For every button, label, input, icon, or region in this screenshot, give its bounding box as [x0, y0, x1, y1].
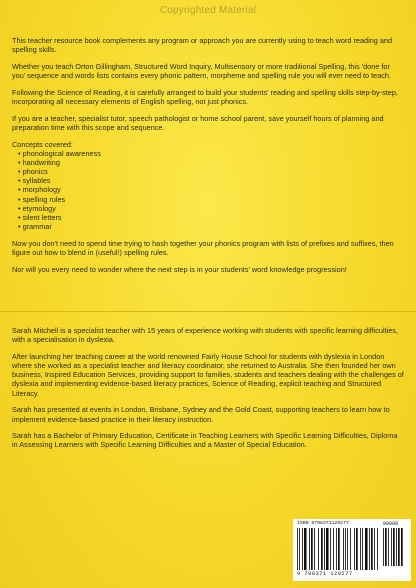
- section-divider: [0, 311, 416, 312]
- description-paragraph: Now you don't need to spend time trying to hash together your phonics program with lists of prefixes and suffixes, then figure out how to blend in (useful!) spelling rules.: [12, 238, 394, 258]
- concepts-heading: Concepts covered:: [12, 139, 73, 149]
- isbn-barcode: [293, 519, 411, 581]
- book-description: [12, 36, 404, 281]
- concepts-list: [12, 149, 404, 232]
- barcode-bars: [297, 528, 379, 570]
- bio-paragraph: Sarah has presented at events in London, Brisbane, Sydney and the Gold Coast, supporting teachers to learn how to implement evidence-based practice in their literacy instruction.: [12, 405, 390, 424]
- bio-paragraph: After launching her teaching career at the world renowned Fairly House School for students with dyslexia in London where she worked as a specialist teacher and literacy coordinator, she returned to Australia. She then founded her own business, Inspired Education Services, providing support to families, students and teachers dealing with the challenges of dyslexia and implementing evidence-based literacy practices, Science of Reading, explicit teaching and Structured Literacy.: [12, 351, 404, 398]
- concept-item: • spelling rules: [12, 195, 404, 204]
- concept-item: • grammar: [12, 222, 404, 231]
- description-paragraph: This teacher resource book complements any program or approach you are currently using to teach word reading and spelling skills.: [12, 36, 393, 55]
- concept-item: • silent letters: [12, 213, 404, 222]
- concept-item: • phonics: [12, 167, 404, 176]
- barcode-digits: 9 798371 129277: [297, 571, 353, 577]
- description-paragraph: Nor will you every need to wonder where the next step is in your students' word knowledge progression!: [12, 264, 347, 274]
- concept-item: • handwriting: [12, 158, 404, 167]
- concept-item: • morphology: [12, 185, 404, 194]
- watermark: Copyrighted Material: [159, 5, 257, 16]
- concept-item: • syllables: [12, 176, 404, 185]
- description-paragraph: If you are a teacher, specialist tutor, speech pathologist or home school parent, save yourself hours of planning and preparation time with this scope and sequence.: [12, 113, 384, 132]
- barcode-addon-number: 90000: [383, 521, 399, 527]
- isbn-label: ISBN 9798371129277: [297, 521, 349, 526]
- description-paragraph: Whether you teach Orton Gillingham, Structured Word Inquiry, Multisensory or more traditional Spelling, this 'done for you' sequence and words lists contains every phonic pattern, morpheme and spelling rule you will ever need to teach.: [12, 61, 392, 81]
- concept-item: • phonological awareness: [12, 149, 404, 158]
- barcode-addon-bars: [383, 528, 407, 570]
- bio-paragraph: Sarah has a Bachelor of Primary Education, Certificate in Teaching Learners with Specific Learning Difficulties, Diploma in Assessing Learners with Specific Learning Difficulties and a Master of Special Education.: [12, 431, 398, 450]
- author-bio: [12, 326, 404, 457]
- description-paragraph: Following the Science of Reading, it is carefully arranged to build your students' reading and spelling skills step-by-step, incorporating all necessary elements of English spelling, not just phonics.: [12, 87, 398, 106]
- bio-paragraph: Sarah Mitchell is a specialist teacher with 15 years of experience working with students with specific learning difficulties, with a specialisation in dyslexia.: [12, 326, 398, 345]
- concept-item: • etymology: [12, 204, 404, 213]
